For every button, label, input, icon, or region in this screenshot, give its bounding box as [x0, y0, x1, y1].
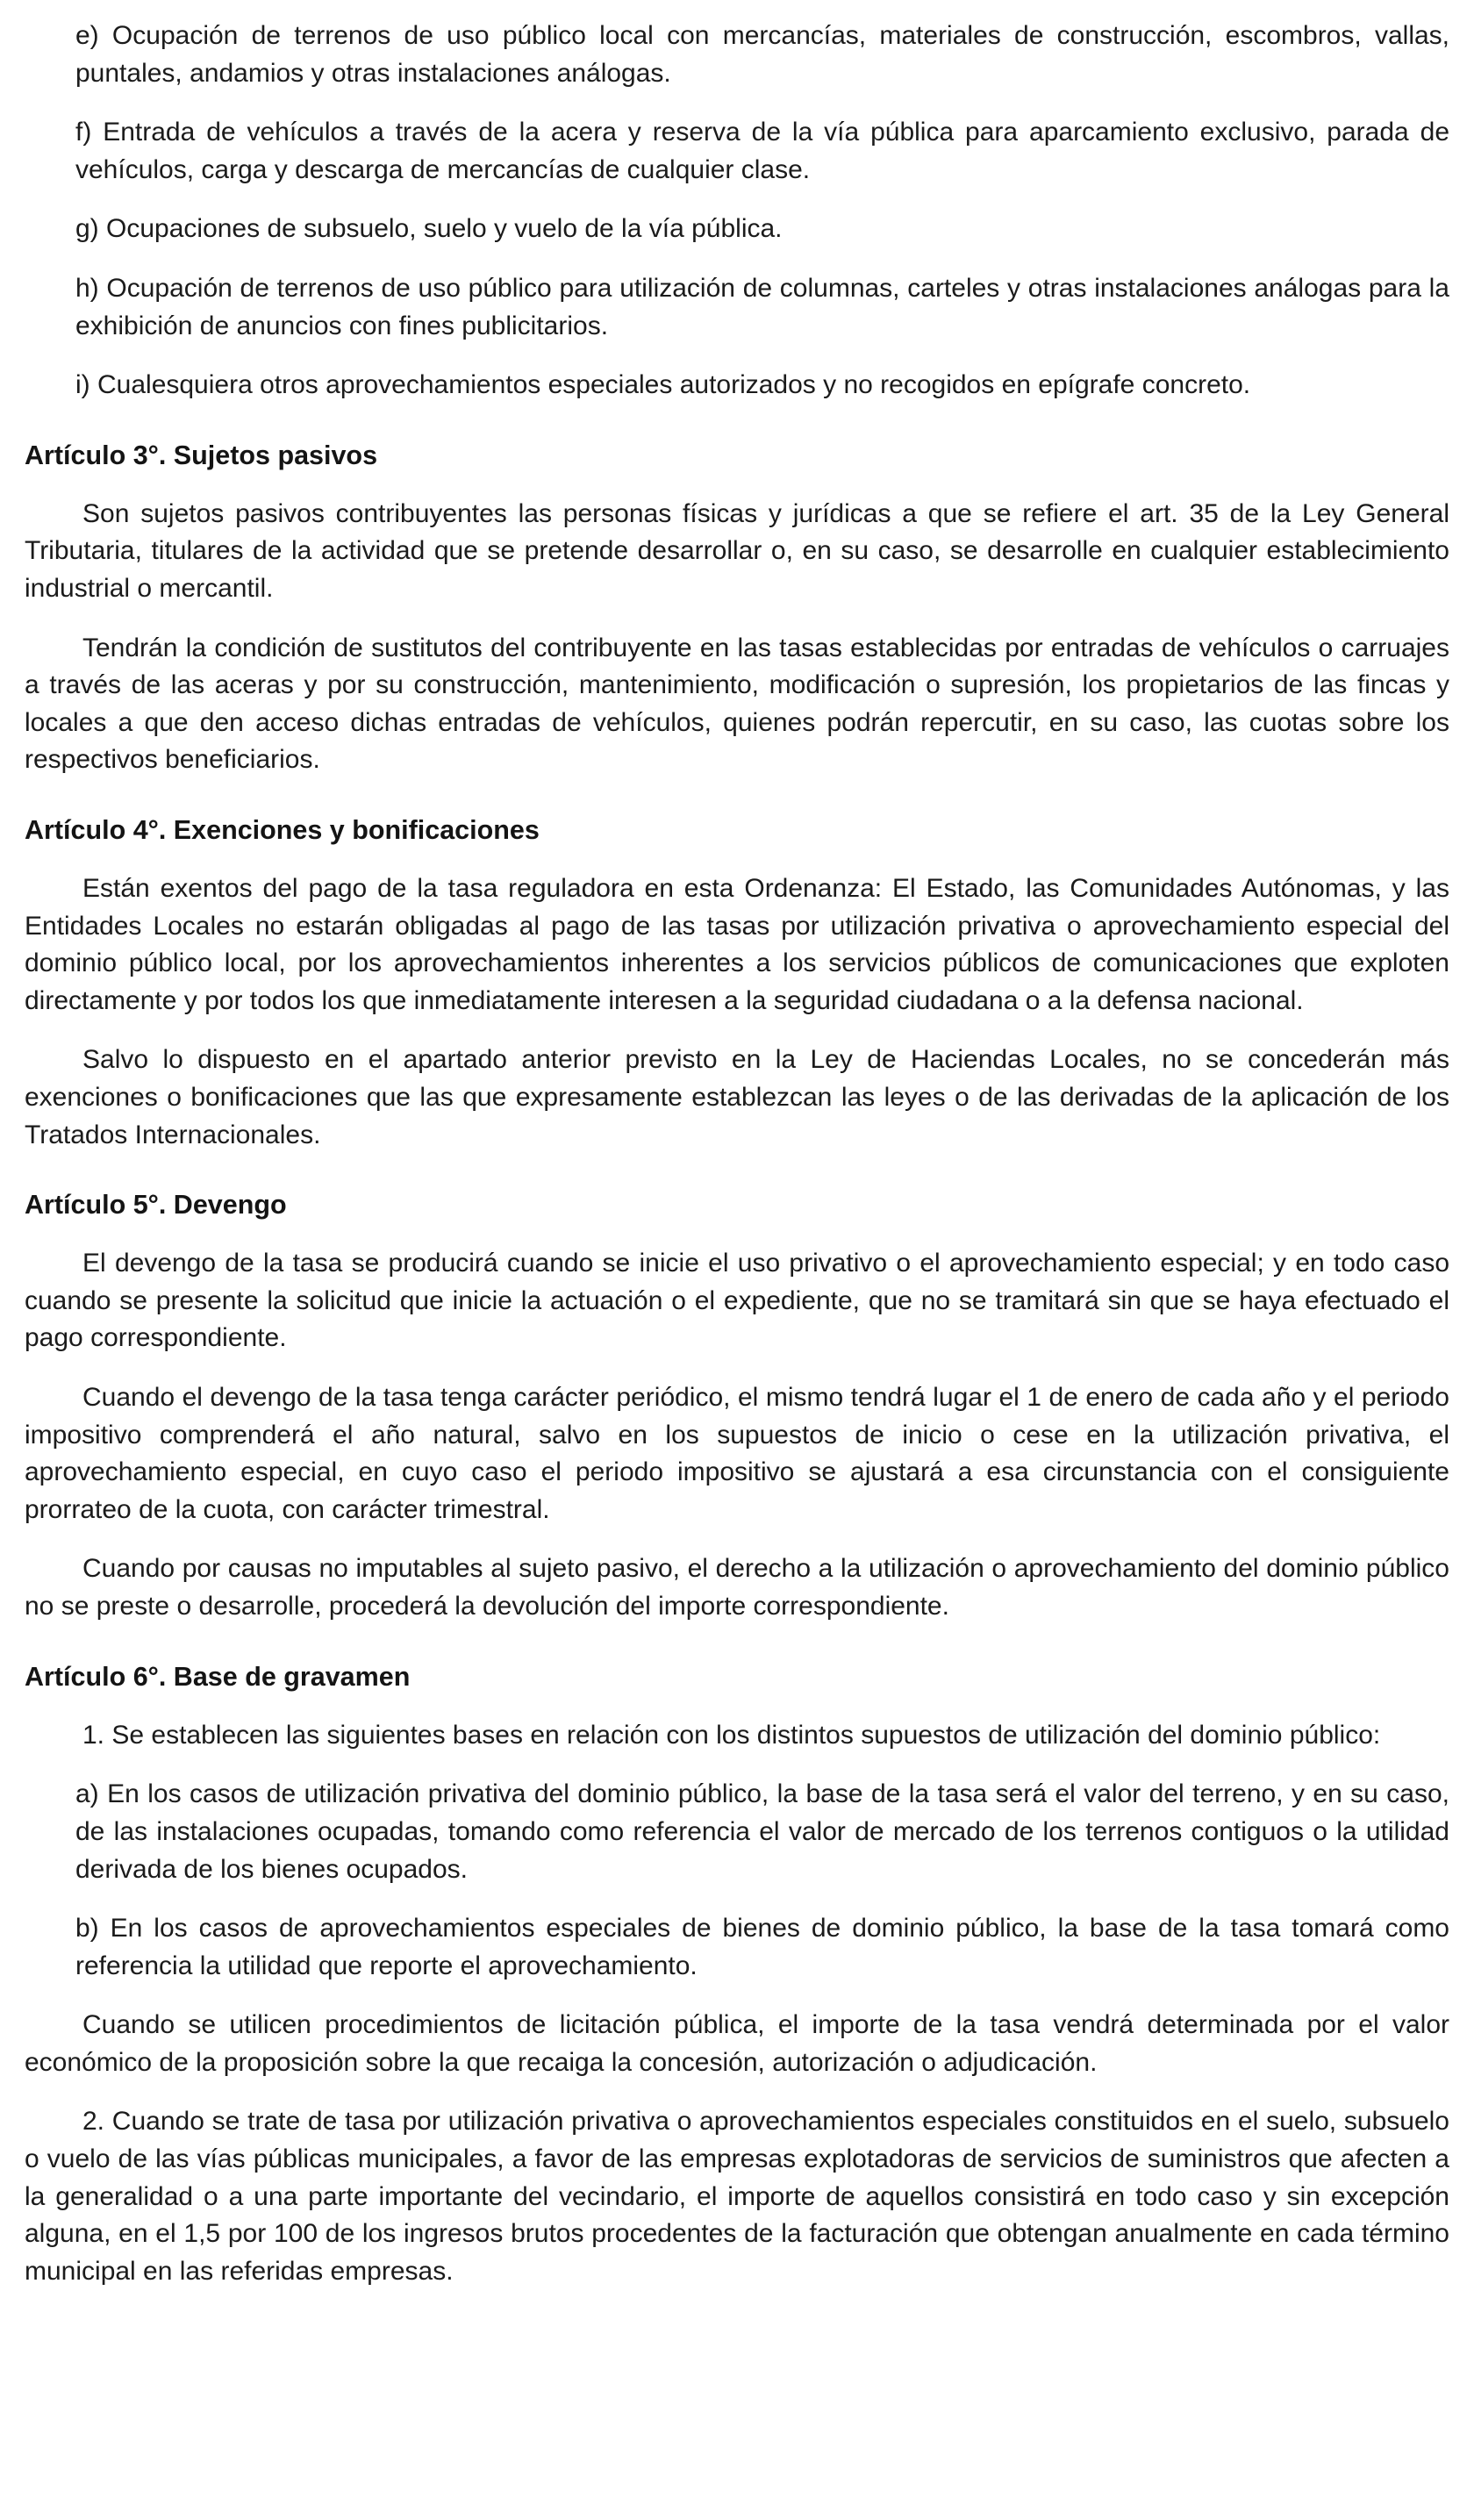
paragraph: 2. Cuando se trate de tasa por utilización privativa o aprovechamientos especiales constituidos en el suelo, subsuelo o vuelo de las vías públicas municipales, a favor de las empresas explotadoras de servicios de suministros que afecten a la generalidad o a una parte importante del vecindario, el importe de aquellos consistirá en todo caso y sin excepción alguna, en el 1,5 por 100 de los ingresos brutos procedentes de la facturación que obtengan anualmente en cada término municipal en las referidas empresas.	[25, 2107, 1449, 2286]
list-item-f: f) Entrada de vehículos a través de la acera y reserva de la vía pública para aparcamiento exclusivo, parada de vehículos, carga y descarga de mercancías de cualquier clase.	[75, 118, 1449, 184]
paragraph: Cuando se utilicen procedimientos de licitación pública, el importe de la tasa vendrá determinada por el valor económico de la proposición sobre la que recaiga la concesión, autorización o adjudicación.	[25, 2010, 1449, 2077]
paragraph: Tendrán la condición de sustitutos del contribuyente en las tasas establecidas por entradas de vehículos o carruajes a través de las aceras y por su construcción, mantenimiento, modificación o supresión, los propietarios de las fincas y locales a que den acceso dichas entradas de vehículos, quienes podrán repercutir, en su caso, las cuotas sobre los respectivos beneficiarios.	[25, 633, 1449, 775]
paragraph: Están exentos del pago de la tasa reguladora en esta Ordenanza: El Estado, las Comunidades Autónomas, y las Entidades Locales no estarán obligadas al pago de las tasas por utilización privativa o aprovechamiento especial del dominio público local, por los aprovechamientos inherentes a los servicios públicos de comunicaciones que exploten directamente y por todos los que inmediatamente interesen a la seguridad ciudadana o a la defensa nacional.	[25, 874, 1449, 1015]
list-item-b: b) En los casos de aprovechamientos especiales de bienes de dominio público, la base de la tasa tomará como referencia la utilidad que reporte el aprovechamiento.	[75, 1914, 1449, 1980]
paragraph: 1. Se establecen las siguientes bases en relación con los distintos supuestos de utilización del dominio público:	[82, 1720, 1381, 1750]
list-item-i: i) Cualesquiera otros aprovechamientos especiales autorizados y no recogidos en epígrafe concreto.	[75, 370, 1251, 400]
list-item-h: h) Ocupación de terrenos de uso público para utilización de columnas, carteles y otras instalaciones análogas para la exhibición de anuncios con fines publicitarios.	[75, 273, 1449, 340]
heading-articulo-3: Artículo 3°. Sujetos pasivos	[25, 440, 378, 470]
heading-articulo-6: Artículo 6°. Base de gravamen	[25, 1661, 411, 1692]
list-item-g: g) Ocupaciones de subsuelo, suelo y vuelo de la vía pública.	[75, 214, 783, 244]
heading-articulo-4: Artículo 4°. Exenciones y bonificaciones	[25, 814, 540, 845]
paragraph: Salvo lo dispuesto en el apartado anterior previsto en la Ley de Haciendas Locales, no se concederán más exenciones o bonificaciones que las que expresamente establezcan las leyes o de las derivadas de la aplicación de los Tratados Internacionales.	[25, 1045, 1449, 1149]
list-item-a: a) En los casos de utilización privativa del dominio público, la base de la tasa será el valor del terreno, y en su caso, de las instalaciones ocupadas, tomando como referencia el valor de mercado de los terrenos contiguos o la utilidad derivada de los bienes ocupados.	[75, 1779, 1449, 1884]
paragraph: Cuando el devengo de la tasa tenga carácter periódico, el mismo tendrá lugar el 1 de enero de cada año y el periodo impositivo comprenderá el año natural, salvo en los supuestos de inicio o cese en la utilización privativa, el aprovechamiento especial, en cuyo caso el periodo impositivo se ajustará a esa circunstancia con el consiguiente prorrateo de la cuota, con carácter trimestral.	[25, 1383, 1449, 1524]
list-item-e: e) Ocupación de terrenos de uso público local con mercancías, materiales de construcción, escombros, vallas, puntales, andamios y otras instalaciones análogas.	[75, 21, 1449, 88]
paragraph: Cuando por causas no imputables al sujeto pasivo, el derecho a la utilización o aprovechamiento del dominio público no se preste o desarrolle, procederá la devolución del importe correspondiente.	[25, 1554, 1449, 1622]
heading-articulo-5: Artículo 5°. Devengo	[25, 1190, 287, 1221]
paragraph: El devengo de la tasa se producirá cuando se inicie el uso privativo o el aprovechamiento especial; y en todo caso cuando se presente la solicitud que inicie la actuación o el expediente, que no se tramitará sin que se haya efectuado el pago correspondiente.	[25, 1249, 1449, 1353]
paragraph: Son sujetos pasivos contribuyentes las personas físicas y jurídicas a que se refiere el art. 35 de la Ley General Tributaria, titulares de la actividad que se pretende desarrollar o, en su caso, se desarrolle en cualquier establecimiento industrial o mercantil.	[25, 498, 1449, 604]
